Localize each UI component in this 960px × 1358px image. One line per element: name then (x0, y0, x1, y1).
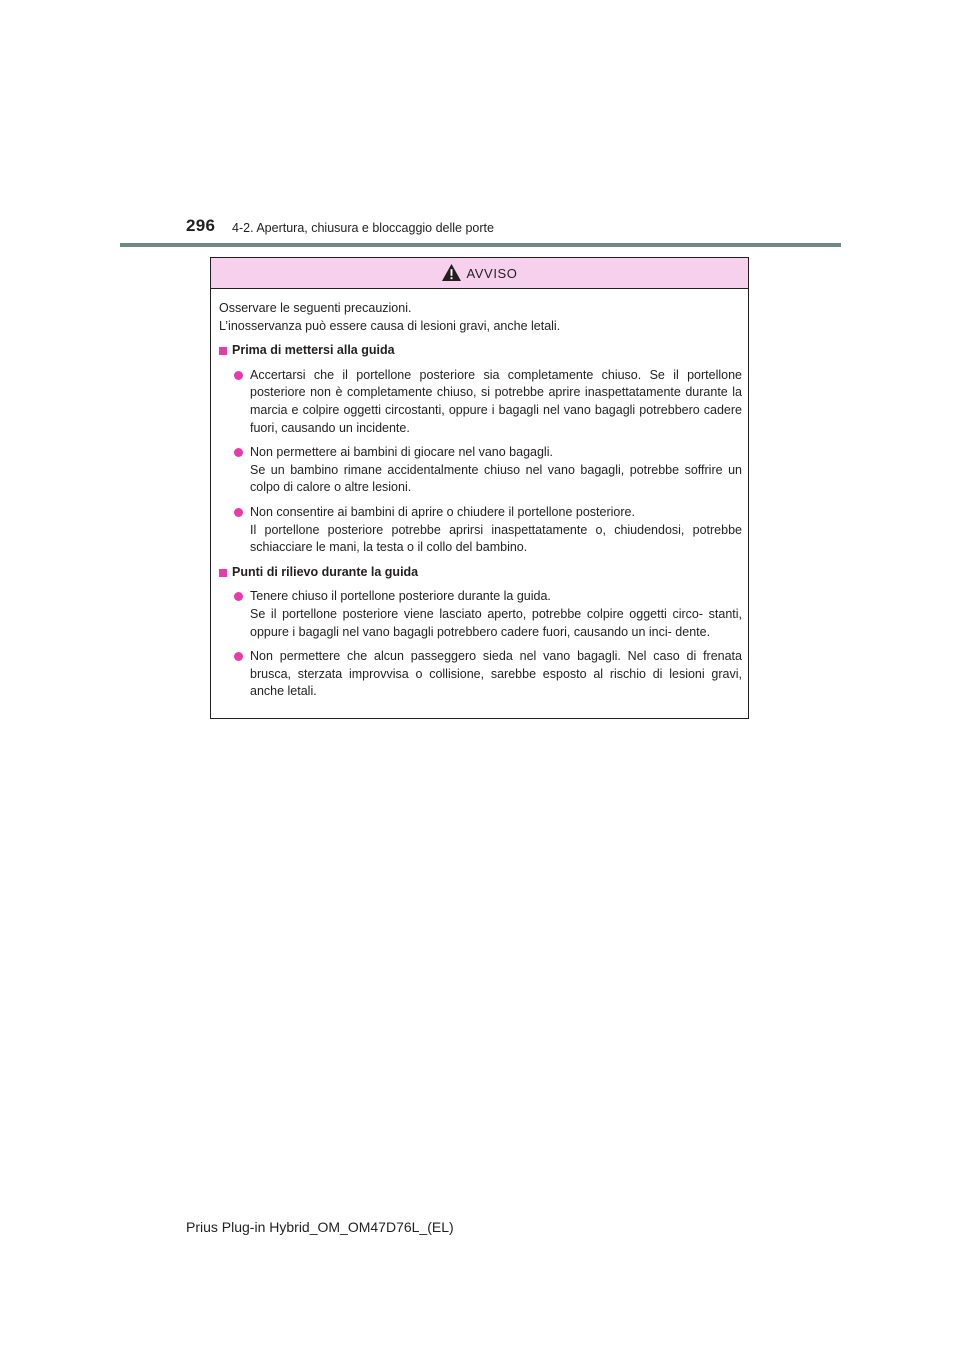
warning-title: AVVISO (466, 265, 518, 281)
item-text: Accertarsi che il portellone posteriore sia completamente chiuso. Se il portellone posteriore non è completamente chiuso, si potrebbe aprire inaspettatamente durante la marcia e colpire oggetti circostanti, oppure i bagagli nel vano bagagli potrebbero cadere fuori, causando un incidente. (250, 367, 742, 435)
round-bullet-icon (234, 448, 243, 457)
item-text: Non permettere ai bambini di giocare nel vano bagagli. (250, 445, 553, 460)
square-bullet-icon (219, 347, 227, 355)
section-heading-text: Prima di mettersi alla guida (232, 343, 395, 358)
item-text: Non permettere che alcun passeggero sieda nel vano bagagli. Nel caso di frenata brusca, sterzata improvvisa o collisione, sarebbe esposto al rischio di lesioni gravi, anche letali. (250, 649, 742, 699)
warning-triangle-icon (441, 263, 462, 282)
footer-doc-id: Prius Plug-in Hybrid_OM_OM47D76L_(EL) (186, 1219, 454, 1235)
section-heading (219, 564, 742, 582)
warning-body (211, 289, 748, 701)
item-text: Il portellone posteriore potrebbe aprirsi inaspettatamente o, chiudendosi, potrebbe schiacciare le mani, la testa o il collo del bambino. (250, 522, 742, 555)
item-text: Se un bambino rimane accidentalmente chiuso nel vano bagagli, potrebbe soffrire un colpo di calore o altre lesioni. (250, 462, 742, 495)
intro-line: L’inosservanza può essere causa di lesioni gravi, anche letali. (219, 318, 561, 333)
item-text: Tenere chiuso il portellone posteriore durante la guida. (250, 589, 551, 604)
section-heading-text: Punti di rilievo durante la guida (232, 564, 419, 579)
round-bullet-icon (234, 508, 243, 517)
item-text: Se il portellone posteriore viene lasciato aperto, potrebbe colpire oggetti circo- stanti, oppure i bagagli nel vano bagagli potrebbero cadere fuori, causando un inci- dente. (250, 606, 742, 639)
section-title: 4-2. Apertura, chiusura e bloccaggio delle porte (232, 221, 494, 235)
square-bullet-icon (219, 569, 227, 577)
intro-line: Osservare le seguenti precauzioni. (219, 301, 412, 315)
warning-item (219, 648, 742, 701)
page-number: 296 (186, 216, 216, 235)
warning-item (219, 504, 742, 557)
warning-item (219, 588, 742, 641)
round-bullet-icon (234, 652, 243, 661)
warning-item (219, 444, 742, 497)
header-rule (120, 243, 841, 247)
warning-item (219, 367, 742, 437)
warning-box (210, 257, 749, 719)
item-text: Non consentire ai bambini di aprire o chiudere il portellone posteriore. (250, 504, 635, 519)
round-bullet-icon (234, 592, 243, 601)
round-bullet-icon (234, 371, 243, 380)
section-heading (219, 342, 742, 360)
warning-header (211, 258, 748, 289)
